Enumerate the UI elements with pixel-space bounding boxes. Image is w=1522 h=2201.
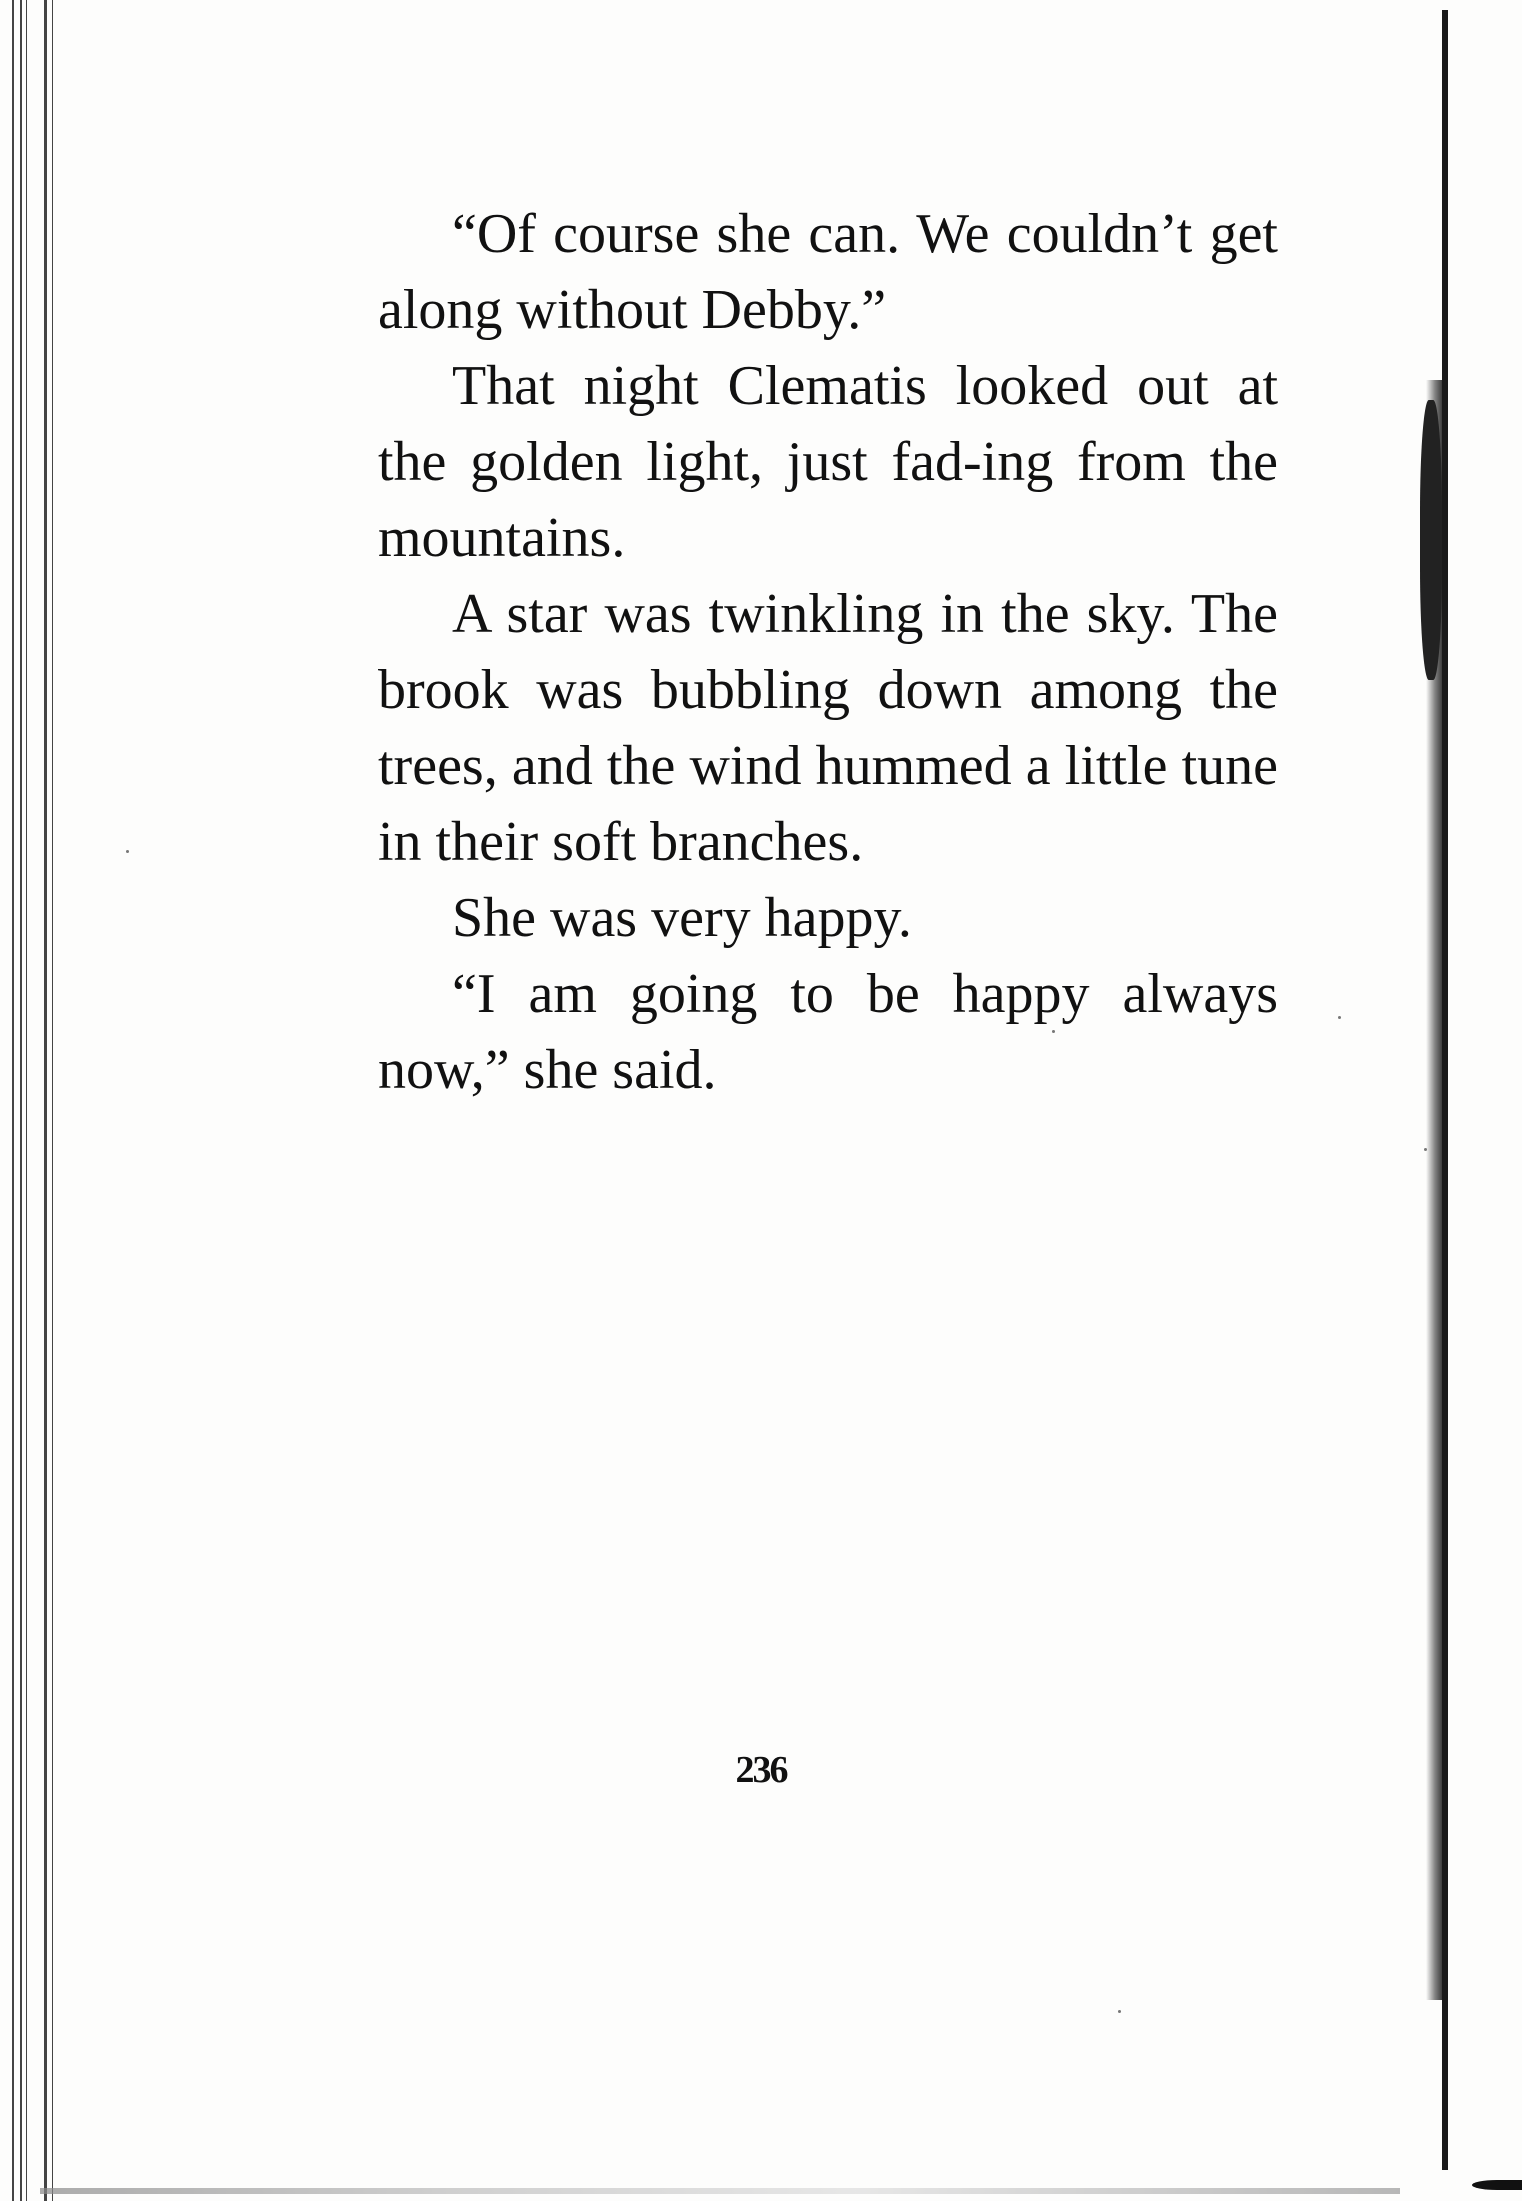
scan-edge-bottom [40,2188,1400,2194]
binding-line [26,0,27,2201]
scan-speck [126,850,129,853]
page-number: 236 [735,1749,787,1791]
paragraph: That night Clematis looked out at the golden light, just fad-ing from the mountains. [378,355,1278,569]
scan-speck [1424,1148,1427,1151]
paragraph: She was very happy. [452,887,912,949]
paragraph: “Of course she can. We couldn’t get along without Debby.” [378,203,1278,341]
binding-line [44,0,47,2201]
binding-edge-left [0,0,60,2201]
scan-speck [1118,2010,1121,2013]
paragraph: A star was twinkling in the sky. The brook was bubbling down among the trees, and the wind hummed a little tune in their soft branches. [378,583,1278,873]
binding-line [52,0,53,2201]
scan-speck [1338,1016,1341,1019]
body-text [378,196,1278,1108]
scan-edge-tail [1472,2180,1522,2190]
scan-edge-right [1412,0,1522,2201]
binding-line [20,0,22,2201]
scan-edge-line [1442,10,1448,2170]
binding-line [12,0,14,2201]
paragraph: “I am going to be happy always now,” she said. [378,963,1278,1101]
scan-dark-spot [1420,400,1442,680]
